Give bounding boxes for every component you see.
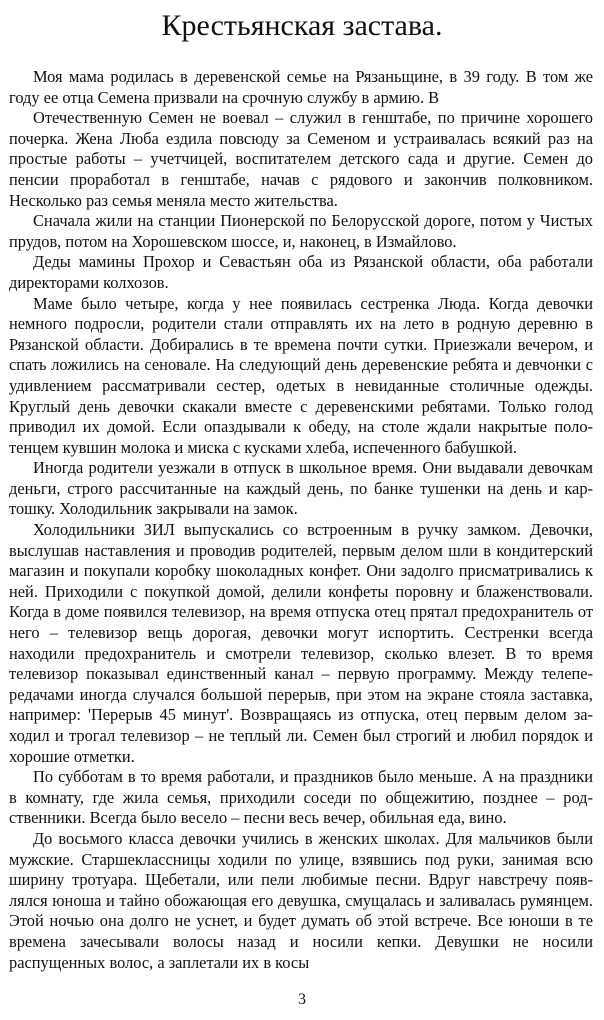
paragraph: Моя мама родилась в деревенской семье на Рязаньщине, в 39 году. В том же году ее отца Семена призвали на срочную службу в армию. В: [9, 67, 593, 107]
paragraph: Отечественную Семен не воевал – служил в генштабе, по причине хорошего почерка. Жена Люба ездила повсюду за Семеном и устраивалась всякий раз на простые работы – учетчицей, воспитателем детского сада и другие. Семен до пенсии проработал в генштабе, начав с рядового и закончив полковником. Несколько раз семья меняла место жительства.: [9, 108, 593, 210]
paragraph: Деды мамины Прохор и Севастьян оба из Рязанской области, оба работали директорами колхозов.: [9, 252, 593, 292]
paragraph: Сначала жили на станции Пионерской по Белорусской дороге, потом у Чистых прудов, потом на Хорошевском шоссе, и, наконец, в Измайлово.: [9, 211, 593, 251]
paragraph: Холодильники ЗИЛ выпускались со встроенным в ручку замком. Девочки, выслушав наставления и проводив родителей, первым делом шли в кондитерский магазин и покупали коробку шоколадных конфет. Они задолго присматривались к ней. Приходили с покупкой домой, делили конфеты поровну и блаженствовали. Когда в доме появился телевизор, на время отпуска отец прятал предохранитель от него – телевизор вещь дорогая, девочки могут испортить. Сестренки всегда находили предохранитель и смотрели телевизор, сколько влезет. В то время телевизор показывал единственный канал – первую программу. Между телепередачами иногда случался большой перерыв, при этом на экране стояла заставка, например: 'Перерыв 45 минут'. Возвращаясь из отпуска, отец первым делом заходил и трогал телевизор – не теплый ли. Семен был строгий и любил порядок и хорошие отметки.: [9, 520, 593, 766]
paragraph: По субботам в то время работали, и праздников было меньше. А на праздники в комнату, где жила семья, приходили соседи по общежитию, позднее – родственники. Всегда было весело – песни весь вечер, обильная еда, вино.: [9, 767, 593, 828]
chapter-title: Крестьянская застава.: [161, 9, 443, 42]
paragraph: До восьмого класса девочки учились в женских школах. Для мальчиков были мужские. Старшеклассницы ходили по улице, взявшись под руки, занимая всю ширину тротуара. Щебетали, или пели любимые песни. Вдруг навстречу появлялся юноша и тайно обожающая его девушка, смущалась и заливалась румянцем. Этой ночью она долго не уснет, и будет думать об этой встрече. Все юноши в те времена зачесывали волосы назад и носили кепки. Девушки не носили распущенных волос, а заплетали их в косы: [9, 828, 593, 972]
page-number: 3: [298, 991, 306, 1008]
body-text: [9, 67, 593, 973]
paragraph: Маме было четыре, когда у нее появилась сестренка Люда. Когда девочки немного подросли, родители стали отправлять их на лето в родную деревню в Рязанской области. Добирались в те времена почти сутки. Приезжали вечером, и спать ложились на сеновале. На следующий день деревенские ребята и девчонки с удивлением рассматривали сестер, одетых в невиданные столичные одежды. Круглый день девочки скакали вместе с деревенскими ребятами. Только голод приводил их домой. Если опаздывали к обеду, на столе ждали накрытые полотенцем кувшин молока и миска с кусками хлеба, испеченного бабушкой.: [9, 293, 593, 457]
paragraph: Иногда родители уезжали в отпуск в школьное время. Они выдавали девочкам деньги, строго рассчитанные на каждый день, по банке тушенки на день и картошку. Холодильник закрывали на замок.: [9, 458, 593, 519]
